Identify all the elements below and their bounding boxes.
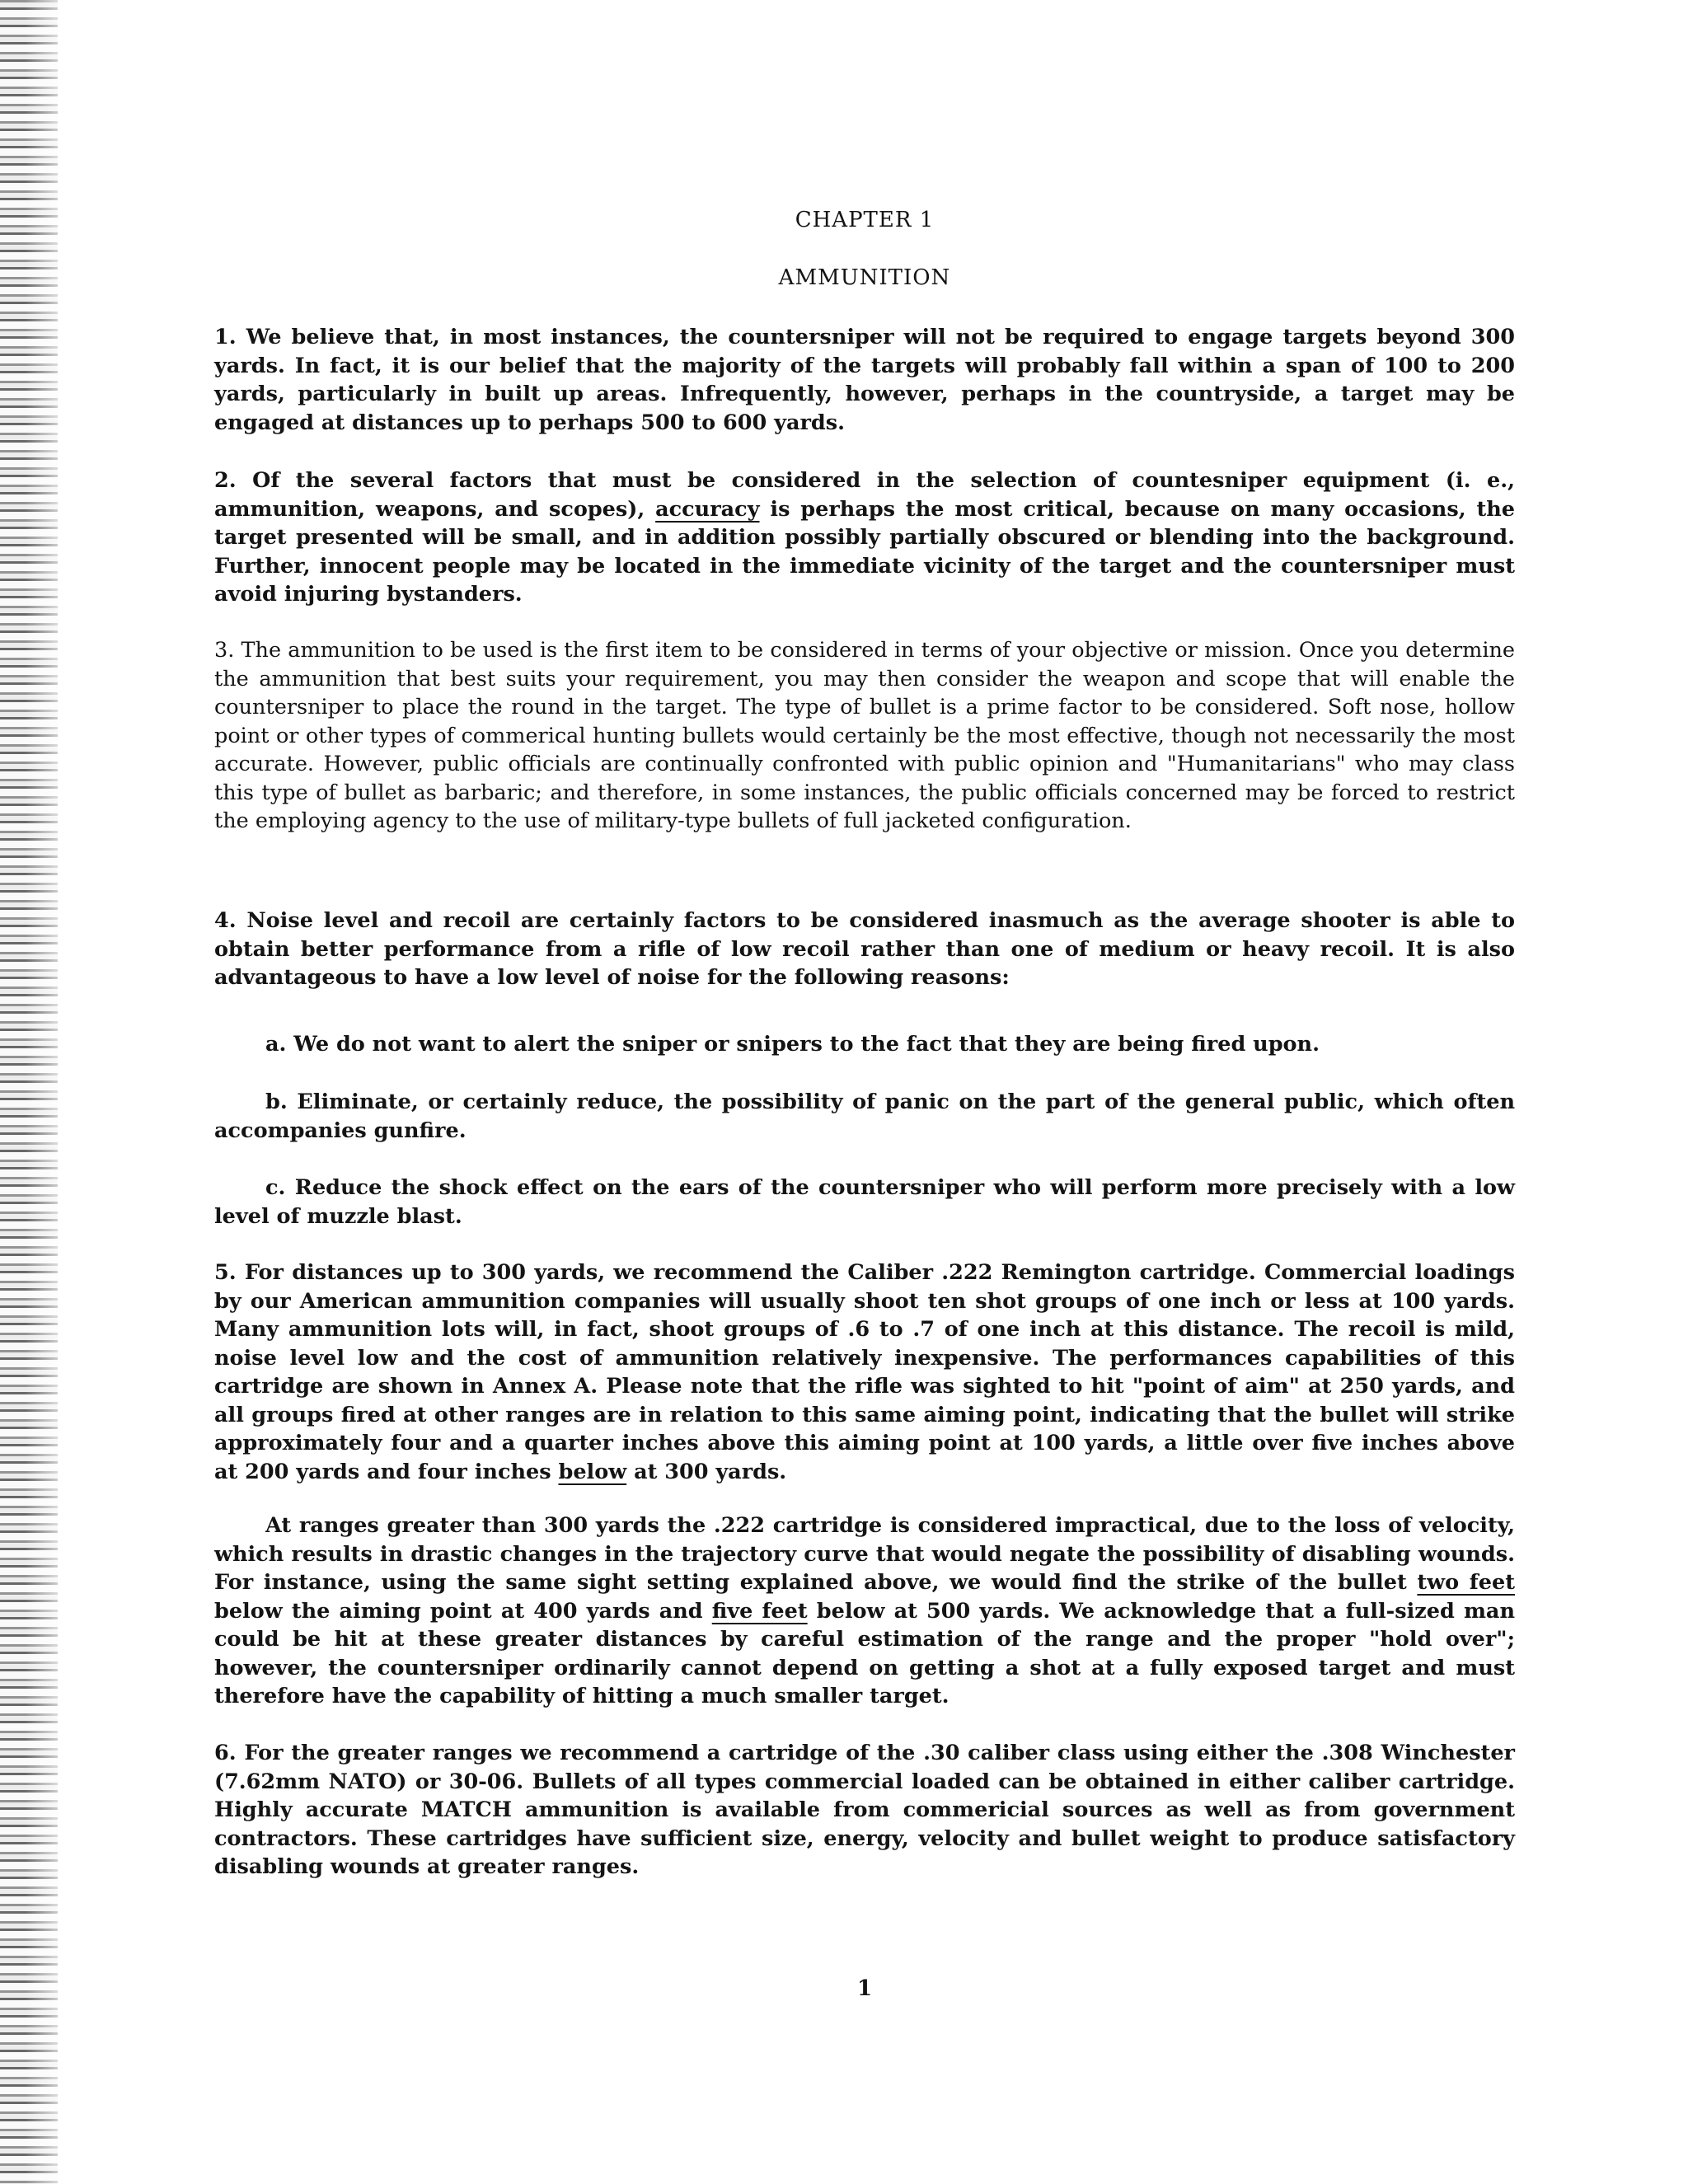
chapter-title: AMMUNITION bbox=[778, 265, 951, 290]
paragraph-5-continued bbox=[214, 1511, 1515, 1711]
paragraph-4: 4. Noise level and recoil are certainly factors to be considered inasmuch as the average shooter is able to obtain better performance from a rifle of low recoil rather than one of medium or heavy recoil. It is also advantageous to have a low level of noise for the following reasons: bbox=[214, 908, 1515, 990]
paragraph-4a: a. We do not want to alert the sniper or snipers to the fact that they are being fired upon. bbox=[265, 1032, 1320, 1057]
chapter-number: CHAPTER 1 bbox=[795, 208, 935, 232]
paragraph-5b-text-c: below at 500 yards. We acknowledge that a full-sized man could be hit at these greater distances by careful estimation of the range and the proper "hold over"; however, the countersniper ordinarily cannot depend on getting a shot at a fully exposed target and must therefore have the capability of hitting a much smaller target. bbox=[214, 1598, 1515, 1708]
page-number: 1 bbox=[856, 1976, 873, 2001]
paragraph-3: 3. The ammunition to be used is the first item to be considered in terms of your objective or mission. Once you determine the ammunition that best suits your requirement, you may then consider the weapon and scope that will enable the countersniper to place the round in the target. The type of bullet is a prime factor to be considered. Soft nose, hollow point or other types of commerical hunting bullets would certainly be the most effective, though not necessarily the most accurate. However, public officials are continually confronted with public opinion and "Humanitarians" who may class this type of bullet as barbaric; and therefore, in some instances, the public officials concerned may be forced to restrict the employing agency to the use of military-type bullets of full jacketed configuration. bbox=[214, 638, 1515, 833]
paragraph-2-text-a: 2. Of the several factors that must be considered in the selection of countesniper equipment (i. e., ammunition, weapons, and scopes), bbox=[214, 468, 1515, 522]
paragraph-1: 1. We believe that, in most instances, the countersniper will not be required to engage targets beyond 300 yards. In fact, it is our belief that the majority of the targets will probably fall within a span of 100 to 200 yards, particularly in built up areas. Infrequently, however, perhaps in the countryside, a target may be engaged at distances up to perhaps 500 to 600 yards. bbox=[214, 325, 1515, 435]
paragraph-4b: b. Eliminate, or certainly reduce, the possibility of panic on the part of the general public, which often accompanies gunfire. bbox=[214, 1090, 1515, 1143]
paragraph-5b-underlined-two-feet: two feet bbox=[1417, 1570, 1515, 1595]
paragraph-2 bbox=[214, 466, 1515, 609]
paragraph-2-underlined-accuracy: accuracy bbox=[655, 496, 760, 522]
paragraph-5b-text-b: below the aiming point at 400 yards and bbox=[214, 1598, 712, 1624]
paragraph-6: 6. For the greater ranges we recommend a cartridge of the .30 caliber class using either the .308 Winchester (7.62mm NATO) or 30-06. Bullets of all types commercial loaded can be obtained in either caliber cartridge. Highly accurate MATCH ammunition is available from commericial sources as well as from government contractors. These cartridges have sufficient size, energy, velocity and bullet weight to produce satisfactory disabling wounds at greater ranges. bbox=[214, 1741, 1515, 1879]
binding-edge-fade bbox=[25, 0, 74, 2184]
paragraph-5-underlined-below: below bbox=[558, 1459, 627, 1484]
paragraph-5-text-a: 5. For distances up to 300 yards, we recommend the Caliber .222 Remington cartridge. Commercial loadings by our American ammunition companies will usually shoot ten shot groups of one inch or less at 100 yards. Many ammunition lots will, in fact, shoot groups of .6 to .7 of one inch at this distance. The recoil is mild, noise level low and the cost of ammunition relatively inexpensive. The performances capabilities of this cartridge are shown in Annex A. Please note that the rifle was sighted to hit "point of aim" at 250 yards, and all groups fired at other ranges are in relation to this same aiming point, indicating that the bullet will strike approximately four and a quarter inches above this aiming point at 100 yards, a little over five inches above at 200 yards and four inches bbox=[214, 1260, 1515, 1484]
paragraph-4c: c. Reduce the shock effect on the ears of the countersniper who will perform more precisely with a low level of muzzle blast. bbox=[214, 1175, 1515, 1229]
paragraph-5b-underlined-five-feet: five feet bbox=[711, 1598, 808, 1624]
paragraph-5b-text-a: At ranges greater than 300 yards the .222 cartridge is considered impractical, due to the loss of velocity, which results in drastic changes in the trajectory curve that would negate the possibility of disabling wounds. For instance, using the same sight setting explained above, we would find the strike of the bullet bbox=[214, 1513, 1515, 1595]
paragraph-2-text-b: is perhaps the most critical, because on many occasions, the target presented will be small, and in addition possibly partially obscured or blending into the background. Further, innocent people may be located in the immediate vicinity of the target and the countersniper must avoid injuring bystanders. bbox=[214, 496, 1515, 607]
paragraph-5-text-b: at 300 yards. bbox=[626, 1459, 787, 1484]
paragraph-5 bbox=[214, 1258, 1515, 1486]
